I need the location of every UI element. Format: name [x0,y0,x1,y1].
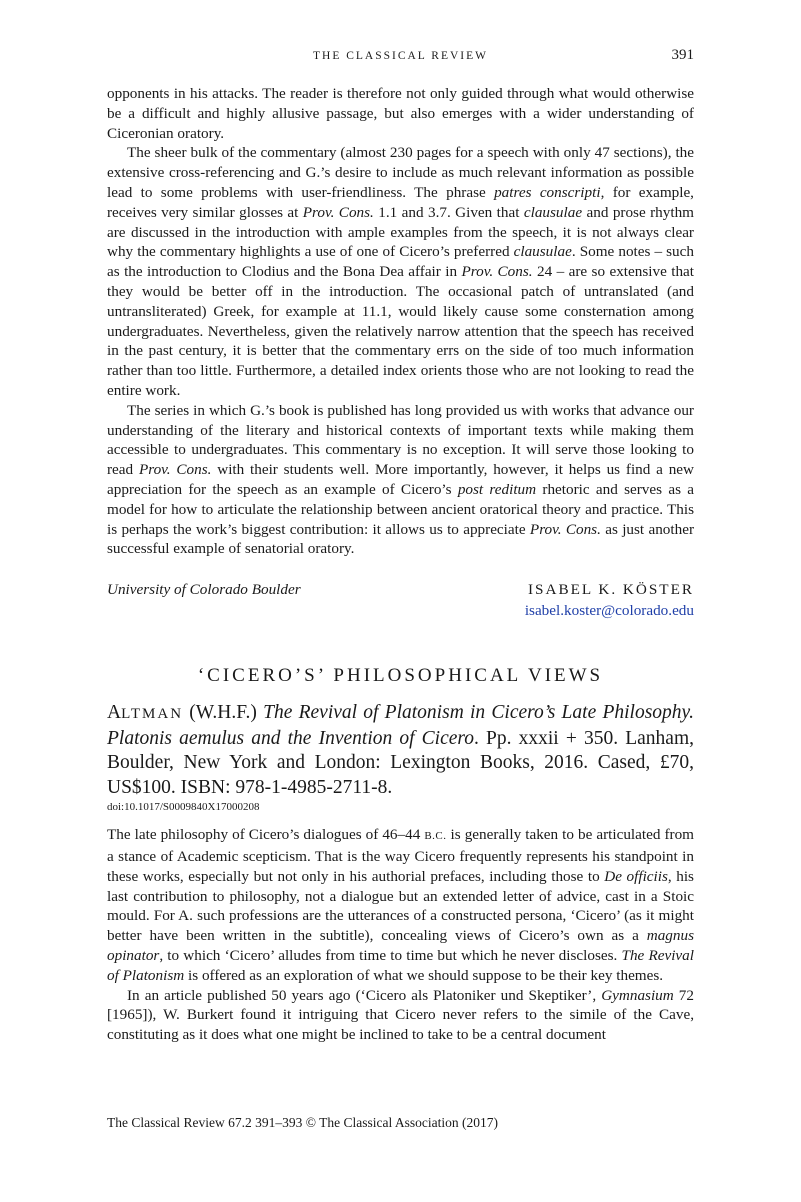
section-title: ‘CICERO’S’ PHILOSOPHICAL VIEWS [197,665,604,687]
review-b-paragraph-1: The late philosophy of Cicero’s dialogues of 46–44 B.C. is generally taken to be articulated from a stance of Academic scepticism. That is the way Cicero frequently represents his standpoint in these works, especially but not only in his authorial prefaces, including those to De officiis, his last contribution to philosophy, not a dialogue but an extended letter of advice, cast in a Stoic mould. For A. such professions are the utterances of a constructed persona, ‘Cicero’ (as it might better have been written in the subtitle), concealing views of Cicero’s own as a magnus opinator, to which ‘Cicero’ alludes from time to time but which he never discloses. The Revival of Platonism is offered as an exploration of what we should suppose to be their key themes. [107,826,694,984]
reviewer-name: ISABEL K. KÖSTER [527,581,694,599]
review-a-paragraph-2: The sheer bulk of the commentary (almost 230 pages for a speech with only 47 sections), the extensive cross-referencing and G.’s desire to include as much relevant information as possible lead to some problems with user-friendliness. The phrase patres conscripti, for example, receives very similar glosses at Prov. Cons. 1.1 and 3.7. Given that clausulae and prose rhythm are discussed in the introduction with ample examples from the speech, it is not always clear why the commentary highlights a use of one of Cicero’s preferred clausulae. Some notes – such as the introduction to Clodius and the Bona Dea affair in Prov. Cons. 24 – are so extensive that they would be better off in the introduction. The occasional patch of untranslated (and untransliterated) Greek, for example at 11.1, would likely cause some consternation among undergraduates. Nevertheless, given the relatively narrow attention that the speech has received in the past century, it is better that the commentary errs on the side of too much information rather than too little. Furthermore, a detailed index orients those who are not looking to read the entire work. [107,144,694,399]
review-b-body [107,825,694,1045]
review-a-paragraph-1: opponents in his attacks. The reader is therefore not only guided through what would otherwise be a difficult and highly allusive passage, but also emerges with a wider understanding of Ciceronian oratory. [107,85,694,142]
review-a-paragraph-3: The series in which G.’s book is published has long provided us with works that advance our understanding of the literary and historical contexts of important texts while making them accessible to undergraduates. This commentary is no exception. It will serve those looking to read Prov. Cons. with their students well. More importantly, however, it helps us find a new appreciation for the speech as an example of Cicero’s post reditum rhetoric and serves as a model for how to articulate the relationship between ancient oratorical theory and practice. This is perhaps the work’s biggest contribution: it allows us to appreciate Prov. Cons. as just another successful example of senatorial oratory. [107,401,695,558]
page-footer: The Classical Review 67.2 391–393 © The Classical Association (2017) [107,1115,498,1130]
book-title: The Revival of Platonism in Cicero’s Late Philosophy. Platonis aemulus and the Invention of Cicero [107,702,694,749]
reviewer-affiliation: University of Colorado Boulder [107,581,301,599]
page [107,47,695,1045]
review-b-paragraph-2: In an article published 50 years ago (‘Cicero als Platoniker und Skeptiker’, Gymnasium 72 [1965]), W. Burkert found it intriguing that Cicero never refers to the simile of the Cave, constituting as it does what one might be inclined to take to be a central document [107,986,694,1044]
bibliographic-entry: ALTMAN (W.H.F.) The Revival of Platonism in Cicero’s Late Philosophy. Platonis aemulus and the Invention of Cicero. Pp. xxxii + 350. Lanham, Boulder, New York and London: Lexington Books, 2016. Cased, £70, US$100. ISBN: 978-1-4985-2711-8. [107,702,694,798]
reviewer-signature [107,581,694,621]
page-number: 391 [671,47,694,63]
running-head [107,47,694,72]
running-title: THE CLASSICAL REVIEW [312,50,488,62]
reviewer-email-link[interactable]: isabel.koster@colorado.edu [524,602,694,620]
review-a-body [107,84,694,559]
doi: doi:10.1017/S0009840X17000208 [107,801,260,814]
